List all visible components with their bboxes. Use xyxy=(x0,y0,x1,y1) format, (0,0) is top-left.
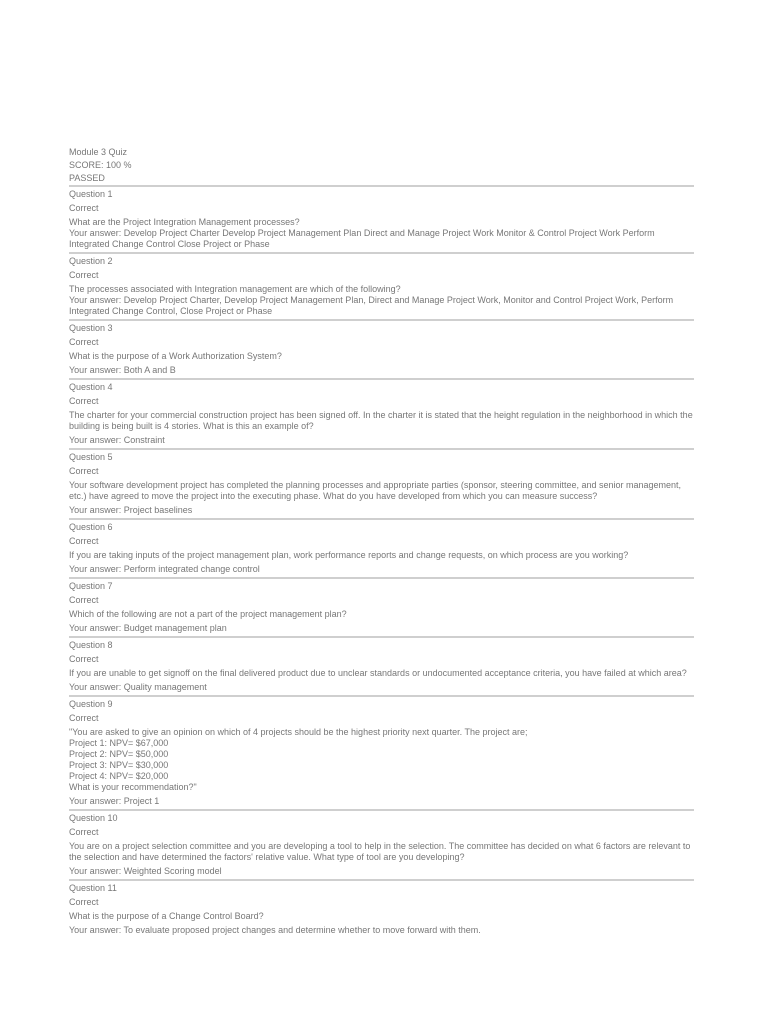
question-text: What is the purpose of a Work Authorization System? xyxy=(69,351,282,361)
question-result: Correct xyxy=(69,654,99,664)
question-block xyxy=(69,811,694,879)
question-number: Question 7 xyxy=(69,581,113,591)
question-result: Correct xyxy=(69,536,99,546)
question-result: Correct xyxy=(69,827,99,837)
question-block xyxy=(69,881,694,938)
question-text: The processes associated with Integration management are which of the following? xyxy=(69,284,401,294)
question-block xyxy=(69,187,694,252)
question-result: Correct xyxy=(69,270,99,280)
question-result: Correct xyxy=(69,713,99,723)
question-answer: Your answer: To evaluate proposed project changes and determine whether to move forward with them. xyxy=(69,925,481,935)
quiz-results-document xyxy=(69,146,694,938)
question-number: Question 9 xyxy=(69,699,113,709)
quiz-status: PASSED xyxy=(69,173,105,183)
question-block xyxy=(69,697,694,809)
question-result: Correct xyxy=(69,337,99,347)
question-answer: Your answer: Develop Project Charter Develop Project Management Plan Direct and Manage Project Work Monitor & Control Project Work Perform Integrated Change Control Close Project or Phase xyxy=(69,228,655,249)
question-text: The charter for your commercial construction project has been signed off. In the charter it is stated that the height regulation in the neighborhood in which the building is being built is 4 stories. What is this an example of? xyxy=(69,410,693,431)
question-block xyxy=(69,579,694,636)
quiz-header xyxy=(69,146,694,185)
question-answer: Your answer: Constraint xyxy=(69,435,165,445)
question-answer: Your answer: Weighted Scoring model xyxy=(69,866,222,876)
question-number: Question 2 xyxy=(69,256,113,266)
question-answer: Your answer: Quality management xyxy=(69,682,207,692)
question-text: If you are unable to get signoff on the final delivered product due to unclear standards or undocumented acceptance criteria, you have failed at which area? xyxy=(69,668,687,678)
question-result: Correct xyxy=(69,396,99,406)
question-result: Correct xyxy=(69,897,99,907)
question-number: Question 8 xyxy=(69,640,113,650)
question-block xyxy=(69,321,694,378)
question-number: Question 4 xyxy=(69,382,113,392)
question-answer: Your answer: Project 1 xyxy=(69,796,160,806)
question-text: If you are taking inputs of the project management plan, work performance reports and change requests, on which process are you working? xyxy=(69,550,629,560)
question-answer: Your answer: Perform integrated change control xyxy=(69,564,260,574)
question-block xyxy=(69,450,694,518)
question-answer: Your answer: Develop Project Charter, Develop Project Management Plan, Direct and Manage Project Work, Monitor and Control Project Work, Perform Integrated Change Control, Close Project or Phase xyxy=(69,295,674,316)
question-result: Correct xyxy=(69,466,99,476)
question-text: Which of the following are not a part of the project management plan? xyxy=(69,609,347,619)
question-result: Correct xyxy=(69,203,99,213)
question-answer: Your answer: Budget management plan xyxy=(69,623,227,633)
quiz-title: Module 3 Quiz xyxy=(69,147,128,157)
question-block xyxy=(69,254,694,319)
question-number: Question 6 xyxy=(69,522,113,532)
question-number: Question 1 xyxy=(69,189,113,199)
question-text: Your software development project has completed the planning processes and appropriate parties (sponsor, steering committee, and senior management, etc.) have agreed to move the project into the executing phase. What do you have developed from which you can measure success? xyxy=(69,480,682,501)
question-text: "You are asked to give an opinion on which of 4 projects should be the highest priority next quarter. The project are; Project 1: NPV= $67,000 Project 2: NPV= $50,000 Project 3: NPV= $30,000 Project 4: NPV= $20,000 What is your recommendation?" xyxy=(69,727,528,792)
question-block xyxy=(69,380,694,448)
question-number: Question 3 xyxy=(69,323,113,333)
question-block xyxy=(69,520,694,577)
question-number: Question 5 xyxy=(69,452,113,462)
question-number: Question 11 xyxy=(69,883,117,893)
question-text: What is the purpose of a Change Control Board? xyxy=(69,911,264,921)
question-number: Question 10 xyxy=(69,813,118,823)
question-result: Correct xyxy=(69,595,99,605)
question-answer: Your answer: Both A and B xyxy=(69,365,176,375)
question-text: You are on a project selection committee and you are developing a tool to help in the selection. The committee has decided on what 6 factors are relevant to the selection and have determined the factors' relative value. What type of tool are you developing? xyxy=(69,841,691,862)
question-answer: Your answer: Project baselines xyxy=(69,505,193,515)
quiz-score: SCORE: 100 % xyxy=(69,160,132,170)
question-block xyxy=(69,638,694,695)
question-text: What are the Project Integration Management processes? xyxy=(69,217,300,227)
